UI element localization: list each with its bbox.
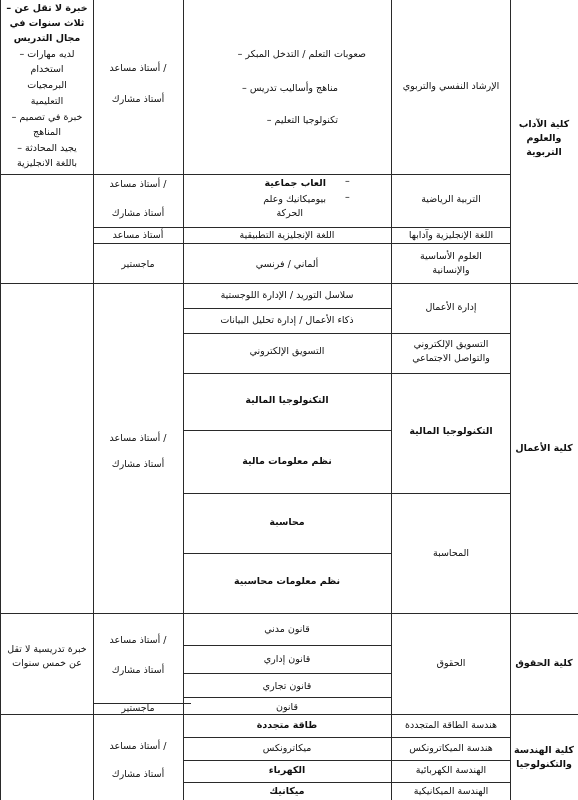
faculty-law: كلية الحقوق bbox=[515, 658, 573, 669]
spec-business-admin: إدارة الأعمال bbox=[425, 302, 477, 313]
req-arts-7: التعليمية bbox=[30, 96, 64, 107]
grid-line bbox=[510, 0, 511, 800]
req-arts-3: مجال التدريس bbox=[13, 33, 81, 44]
subject-acc-info-systems: نظم معلومات محاسبية bbox=[233, 576, 341, 587]
subject-renewable: طاقة متجددة bbox=[256, 720, 318, 731]
spec-mechanical: الهندسة الميكانيكية bbox=[413, 786, 489, 797]
spec-basic-sciences: العلوم الأساسية والإنسانية bbox=[420, 251, 482, 276]
subject-dash: – bbox=[345, 176, 350, 187]
subject-fin-info-systems: نظم معلومات مالية bbox=[242, 456, 332, 467]
spec-e-marketing: التسويق الإلكتروني والتواصل الاجتماعي bbox=[412, 339, 490, 364]
grid-line bbox=[183, 333, 510, 334]
req-arts-8: – خبرة في تصميم bbox=[11, 112, 83, 123]
grid-line bbox=[391, 0, 392, 800]
subject-mechanics: ميكانيك bbox=[269, 786, 305, 797]
subject-fintech: التكنولوجيا المالية bbox=[245, 395, 329, 406]
req-arts-4: – لديه مهارات bbox=[19, 49, 75, 60]
faculty-business: كلية الأعمال bbox=[515, 443, 573, 454]
spec-english: اللغة الإنجليزية وآدابها bbox=[408, 230, 494, 241]
spec-accounting: المحاسبة bbox=[433, 548, 469, 559]
subject-learning-difficulties: – صعوبات التعلم / التدخل المبكر bbox=[237, 49, 366, 60]
rank-business-assistant: أستاذ مساعد / bbox=[109, 433, 167, 444]
grid-line bbox=[0, 613, 578, 614]
grid-line bbox=[183, 782, 510, 783]
rank-business-associate: أستاذ مشارك bbox=[111, 459, 165, 470]
subject-curricula: – مناهج وأساليب تدريس bbox=[242, 83, 338, 94]
subject-biomechanics-2: الحركة bbox=[276, 208, 303, 219]
rank-basic-masters: ماجستير bbox=[121, 259, 155, 270]
rank-sports-assistant: أستاذ مساعد / bbox=[109, 179, 167, 190]
rank-law-associate: أستاذ مشارك bbox=[111, 665, 165, 676]
spec-law: الحقوق bbox=[436, 658, 466, 669]
subject-supply-chain: سلاسل التوريد / الإدارة اللوجستية bbox=[220, 290, 354, 301]
faculty-engineering: كلية الهندسة والتكنولوجيا bbox=[514, 745, 574, 770]
subject-edtech: – تكنولوجيا التعليم bbox=[266, 115, 338, 126]
subject-mechatronics: ميكاترونكس bbox=[262, 743, 312, 754]
faculty-arts: كلية الآداب والعلوم التربوية bbox=[518, 119, 570, 158]
subject-team-games: العاب جماعية bbox=[264, 178, 326, 189]
spec-renewable: هندسة الطاقة المتجددة bbox=[404, 720, 498, 731]
rank-eng-assistant: أستاذ مساعد / bbox=[109, 741, 167, 752]
grid-line bbox=[0, 0, 1, 800]
subject-applied-english: اللغة الإنجليزية التطبيقية bbox=[239, 230, 335, 241]
grid-line bbox=[183, 645, 391, 646]
spec-mechatronics: هندسة الميكاترونكس bbox=[409, 743, 493, 754]
req-law-1: خبرة تدريسية لا تقل bbox=[7, 644, 87, 655]
grid-line bbox=[183, 308, 391, 309]
subject-bi-analytics: ذكاء الأعمال / إدارة تحليل البيانات bbox=[220, 315, 354, 326]
subject-german-french: ألماني / فرنسي bbox=[255, 259, 319, 270]
grid-line bbox=[93, 0, 94, 800]
grid-line bbox=[183, 430, 391, 431]
subject-biomechanics-1: بيوميكانيك وعلم bbox=[263, 194, 326, 205]
rank-arts-associate: أستاذ مشارك bbox=[111, 94, 165, 105]
spec-counseling: الإرشاد النفسي والتربوي bbox=[402, 81, 500, 92]
req-arts-5: استخدام bbox=[30, 64, 64, 75]
subject-admin-law: قانون إداري bbox=[263, 654, 311, 665]
req-arts-10: – يجيد المحادثة bbox=[17, 143, 77, 154]
grid-line bbox=[0, 714, 578, 715]
subject-electricity: الكهرباء bbox=[268, 765, 306, 776]
grid-line bbox=[93, 243, 510, 244]
rank-law-assistant: أستاذ مساعد / bbox=[109, 635, 167, 646]
rank-sports-associate: أستاذ مشارك bbox=[111, 208, 165, 219]
spec-electrical: الهندسة الكهربائية bbox=[415, 765, 487, 776]
rank-english-assistant: أستاذ مساعد bbox=[112, 230, 164, 241]
req-arts-2: ثلاث سنوات في bbox=[9, 18, 85, 29]
grid-line bbox=[93, 227, 510, 228]
subject-law: قانون bbox=[276, 702, 298, 713]
subject-e-marketing: التسويق الإلكتروني bbox=[249, 346, 325, 357]
rank-law-masters: ماجستير bbox=[121, 703, 155, 714]
req-law-2: عن خمس سنوات bbox=[12, 658, 82, 669]
req-arts-1: – خبرة لا تقل عن bbox=[6, 3, 88, 14]
rank-arts-assistant: أستاذ مساعد / bbox=[109, 63, 167, 74]
grid-line bbox=[183, 760, 510, 761]
grid-line bbox=[0, 283, 578, 284]
grid-line bbox=[183, 737, 510, 738]
req-arts-11: باللغة الانجليزية bbox=[16, 158, 78, 169]
grid-line bbox=[183, 373, 510, 374]
grid-line bbox=[183, 493, 510, 494]
spec-sports: التربية الرياضية bbox=[421, 194, 481, 205]
req-arts-9: المناهج bbox=[33, 127, 61, 138]
subject-civil-law: قانون مدني bbox=[264, 624, 310, 635]
subject-accounting: محاسبة bbox=[269, 517, 305, 528]
grid-line bbox=[183, 673, 391, 674]
grid-line bbox=[183, 0, 184, 800]
grid-line bbox=[183, 697, 391, 698]
req-arts-6: البرمجيات bbox=[27, 80, 67, 91]
grid-line bbox=[0, 174, 510, 175]
rank-eng-associate: أستاذ مشارك bbox=[111, 769, 165, 780]
grid-line bbox=[183, 553, 391, 554]
subject-commercial-law: قانون تجاري bbox=[262, 681, 312, 692]
subject-dash: – bbox=[345, 192, 350, 203]
spec-fintech: التكنولوجيا المالية bbox=[409, 426, 493, 437]
